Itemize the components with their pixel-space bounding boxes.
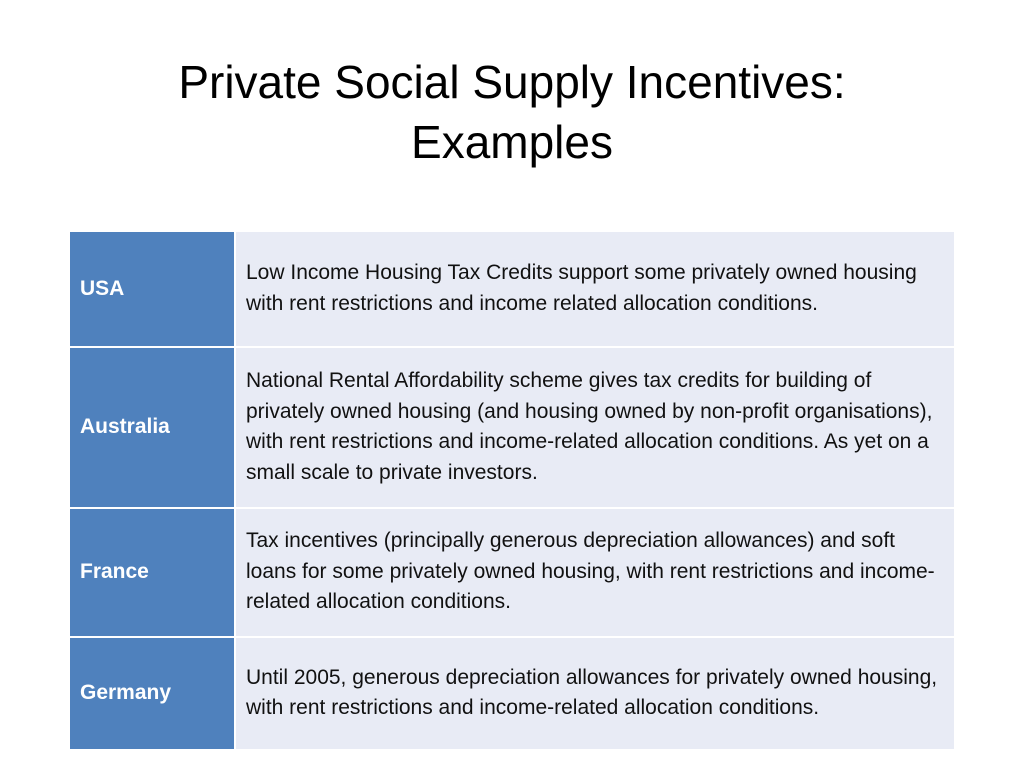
- description-cell: Until 2005, generous depreciation allowances for privately owned housing, with rent restrictions and income-related allocation conditions.: [235, 637, 955, 750]
- description-cell: Tax incentives (principally generous depreciation allowances) and soft loans for some privately owned housing, with rent restrictions and income-related allocation conditions.: [235, 508, 955, 637]
- country-cell: France: [69, 508, 235, 637]
- description-cell: National Rental Affordability scheme gives tax credits for building of privately owned housing (and housing owned by non-profit organisations), with rent restrictions and income-related allocation conditions. As yet on a small scale to private investors.: [235, 347, 955, 508]
- table-row: [69, 508, 955, 637]
- table-row: [69, 637, 955, 750]
- table-row: [69, 231, 955, 347]
- slide-title-line-2: Examples: [411, 116, 613, 168]
- incentives-table: [68, 230, 956, 751]
- description-cell: Low Income Housing Tax Credits support some privately owned housing with rent restrictions and income related allocation conditions.: [235, 231, 955, 347]
- country-cell: Australia: [69, 347, 235, 508]
- country-cell: USA: [69, 231, 235, 347]
- slide-title: [0, 52, 1024, 172]
- slide-title-line-1: Private Social Supply Incentives:: [178, 56, 846, 108]
- country-cell: Germany: [69, 637, 235, 750]
- table-row: [69, 347, 955, 508]
